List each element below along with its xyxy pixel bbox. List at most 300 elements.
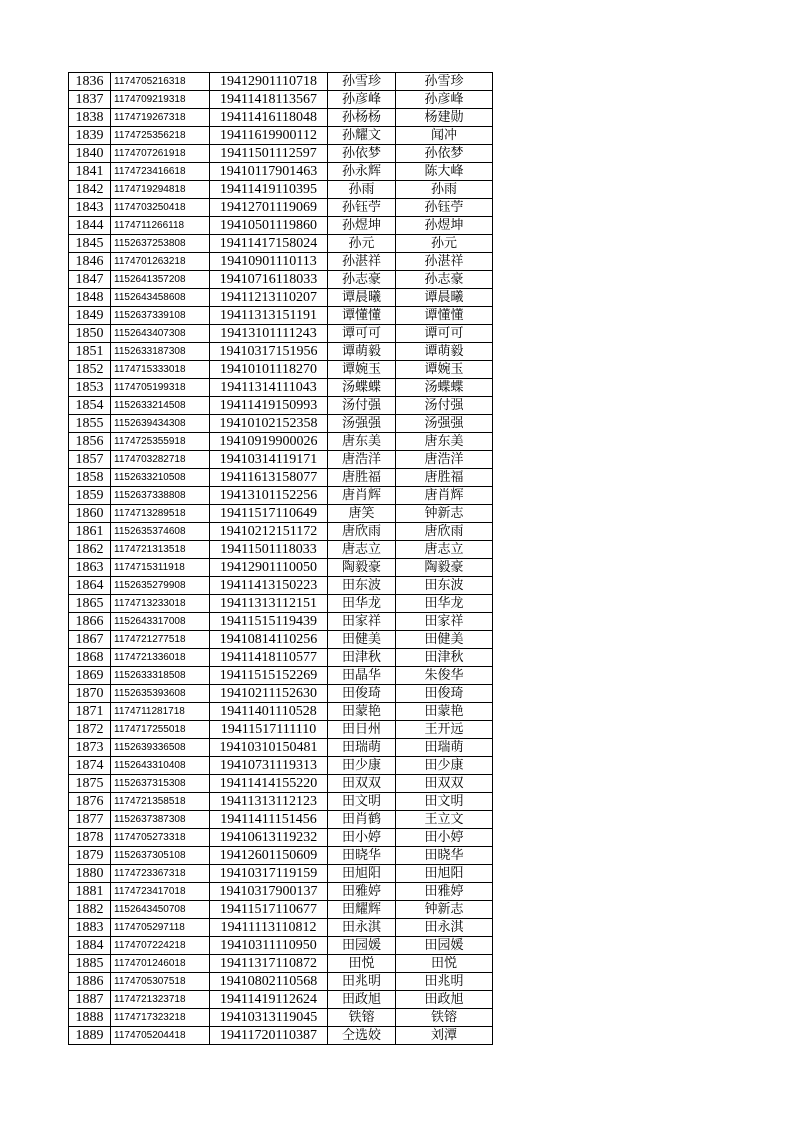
second-name-cell: 刘潭	[396, 1027, 493, 1045]
row-number-cell: 1847	[69, 271, 111, 289]
id-code-cell: 1174723417018	[111, 883, 210, 901]
id-code-cell: 1174715333018	[111, 361, 210, 379]
exam-number-cell: 19411313151191	[210, 307, 328, 325]
id-code-cell: 1152643450708	[111, 901, 210, 919]
row-number-cell: 1880	[69, 865, 111, 883]
exam-number-cell: 19411517110649	[210, 505, 328, 523]
name-cell: 田文明	[328, 793, 396, 811]
name-cell: 唐笑	[328, 505, 396, 523]
id-code-cell: 1152635279908	[111, 577, 210, 595]
second-name-cell: 田雅婷	[396, 883, 493, 901]
exam-number-cell: 19410117901463	[210, 163, 328, 181]
exam-number-cell: 19411113110812	[210, 919, 328, 937]
table-row	[69, 919, 493, 937]
name-cell: 仝选姣	[328, 1027, 396, 1045]
id-code-cell: 1174705199318	[111, 379, 210, 397]
second-name-cell: 唐胜福	[396, 469, 493, 487]
id-code-cell: 1152637387308	[111, 811, 210, 829]
name-cell: 孙煜坤	[328, 217, 396, 235]
row-number-cell: 1844	[69, 217, 111, 235]
name-cell: 田旭阳	[328, 865, 396, 883]
row-number-cell: 1872	[69, 721, 111, 739]
table-row	[69, 361, 493, 379]
second-name-cell: 谭萌毅	[396, 343, 493, 361]
name-cell: 田双双	[328, 775, 396, 793]
id-code-cell: 1174717255018	[111, 721, 210, 739]
second-name-cell: 田兆明	[396, 973, 493, 991]
table-row	[69, 577, 493, 595]
id-code-cell: 1174701263218	[111, 253, 210, 271]
table-row	[69, 595, 493, 613]
row-number-cell: 1886	[69, 973, 111, 991]
table-row	[69, 127, 493, 145]
id-code-cell: 1174705307518	[111, 973, 210, 991]
table-row	[69, 883, 493, 901]
name-cell: 陶毅豪	[328, 559, 396, 577]
row-number-cell: 1874	[69, 757, 111, 775]
table-row	[69, 271, 493, 289]
name-cell: 田俊琦	[328, 685, 396, 703]
table-row	[69, 343, 493, 361]
exam-number-cell: 19410802110568	[210, 973, 328, 991]
id-code-cell: 1174703282718	[111, 451, 210, 469]
name-cell: 铁镕	[328, 1009, 396, 1027]
table-row	[69, 973, 493, 991]
second-name-cell: 孙志豪	[396, 271, 493, 289]
exam-number-cell: 19410814110256	[210, 631, 328, 649]
name-cell: 孙元	[328, 235, 396, 253]
table-row	[69, 325, 493, 343]
id-code-cell: 1152637253808	[111, 235, 210, 253]
second-name-cell: 谭婉玉	[396, 361, 493, 379]
second-name-cell: 孙雨	[396, 181, 493, 199]
row-number-cell: 1845	[69, 235, 111, 253]
second-name-cell: 孙煜坤	[396, 217, 493, 235]
second-name-cell: 朱俊华	[396, 667, 493, 685]
second-name-cell: 陶毅豪	[396, 559, 493, 577]
second-name-cell: 孙雪珍	[396, 73, 493, 91]
name-cell: 田肖鹤	[328, 811, 396, 829]
second-name-cell: 汤付强	[396, 397, 493, 415]
row-number-cell: 1838	[69, 109, 111, 127]
exam-number-cell: 19411411151456	[210, 811, 328, 829]
second-name-cell: 闻冲	[396, 127, 493, 145]
id-code-cell: 1174721323718	[111, 991, 210, 1009]
row-number-cell: 1879	[69, 847, 111, 865]
table-row	[69, 397, 493, 415]
id-code-cell: 1174715311918	[111, 559, 210, 577]
table-row	[69, 739, 493, 757]
name-cell: 田华龙	[328, 595, 396, 613]
name-cell: 唐东美	[328, 433, 396, 451]
name-cell: 田东波	[328, 577, 396, 595]
second-name-cell: 杨建勋	[396, 109, 493, 127]
row-number-cell: 1887	[69, 991, 111, 1009]
exam-number-cell: 19411413150223	[210, 577, 328, 595]
table-row	[69, 451, 493, 469]
exam-number-cell: 19413101111243	[210, 325, 328, 343]
exam-number-cell: 19411515119439	[210, 613, 328, 631]
exam-number-cell: 19411720110387	[210, 1027, 328, 1045]
row-number-cell: 1875	[69, 775, 111, 793]
id-code-cell: 1174721313518	[111, 541, 210, 559]
name-cell: 谭萌毅	[328, 343, 396, 361]
table-row	[69, 613, 493, 631]
second-name-cell: 田双双	[396, 775, 493, 793]
row-number-cell: 1885	[69, 955, 111, 973]
exam-number-cell: 19411517111110	[210, 721, 328, 739]
table-row	[69, 523, 493, 541]
name-cell: 孙钰苧	[328, 199, 396, 217]
name-cell: 孙彦峰	[328, 91, 396, 109]
second-name-cell: 孙彦峰	[396, 91, 493, 109]
exam-number-cell: 19411401110528	[210, 703, 328, 721]
exam-number-cell: 19411517110677	[210, 901, 328, 919]
second-name-cell: 汤蝶蝶	[396, 379, 493, 397]
table-row	[69, 631, 493, 649]
row-number-cell: 1867	[69, 631, 111, 649]
id-code-cell: 1174705297118	[111, 919, 210, 937]
table-row	[69, 541, 493, 559]
exam-number-cell: 19411416118048	[210, 109, 328, 127]
exam-number-cell: 19410731119313	[210, 757, 328, 775]
name-cell: 汤蝶蝶	[328, 379, 396, 397]
row-number-cell: 1853	[69, 379, 111, 397]
table-row	[69, 307, 493, 325]
second-name-cell: 田东波	[396, 577, 493, 595]
exam-number-cell: 19411418113567	[210, 91, 328, 109]
row-number-cell: 1864	[69, 577, 111, 595]
name-cell: 田瑞萌	[328, 739, 396, 757]
name-cell: 唐胜福	[328, 469, 396, 487]
exam-number-cell: 19411619900112	[210, 127, 328, 145]
row-number-cell: 1889	[69, 1027, 111, 1045]
name-cell: 孙雪珍	[328, 73, 396, 91]
name-cell: 田耀辉	[328, 901, 396, 919]
id-code-cell: 1152639434308	[111, 415, 210, 433]
name-cell: 唐肖辉	[328, 487, 396, 505]
id-code-cell: 1174713289518	[111, 505, 210, 523]
table-row	[69, 793, 493, 811]
id-code-cell: 1174711281718	[111, 703, 210, 721]
id-code-cell: 1152633210508	[111, 469, 210, 487]
name-cell: 唐志立	[328, 541, 396, 559]
exam-number-cell: 19411313112123	[210, 793, 328, 811]
row-number-cell: 1873	[69, 739, 111, 757]
id-code-cell: 1174707224218	[111, 937, 210, 955]
table-row	[69, 829, 493, 847]
exam-number-cell: 19412901110050	[210, 559, 328, 577]
row-number-cell: 1865	[69, 595, 111, 613]
name-cell: 汤付强	[328, 397, 396, 415]
second-name-cell: 田永淇	[396, 919, 493, 937]
second-name-cell: 汤强强	[396, 415, 493, 433]
row-number-cell: 1841	[69, 163, 111, 181]
second-name-cell: 唐欣雨	[396, 523, 493, 541]
name-cell: 田政旭	[328, 991, 396, 1009]
table-row	[69, 1027, 493, 1045]
second-name-cell: 孙湛祥	[396, 253, 493, 271]
id-code-cell: 1152633318508	[111, 667, 210, 685]
row-number-cell: 1876	[69, 793, 111, 811]
exam-number-cell: 19411417158024	[210, 235, 328, 253]
table-row	[69, 487, 493, 505]
table-row	[69, 469, 493, 487]
id-code-cell: 1152643317008	[111, 613, 210, 631]
table-row	[69, 721, 493, 739]
exam-number-cell: 19410317151956	[210, 343, 328, 361]
exam-number-cell: 19412601150609	[210, 847, 328, 865]
table-row	[69, 667, 493, 685]
id-code-cell: 1174707261918	[111, 145, 210, 163]
id-code-cell: 1174723367318	[111, 865, 210, 883]
id-code-cell: 1174711266118	[111, 217, 210, 235]
id-code-cell: 1174705204418	[111, 1027, 210, 1045]
row-number-cell: 1857	[69, 451, 111, 469]
exam-number-cell: 19411314111043	[210, 379, 328, 397]
id-code-cell: 1174701246018	[111, 955, 210, 973]
second-name-cell: 唐肖辉	[396, 487, 493, 505]
id-code-cell: 1152635374608	[111, 523, 210, 541]
exam-number-cell: 19411419112624	[210, 991, 328, 1009]
row-number-cell: 1843	[69, 199, 111, 217]
roster-table-body	[69, 73, 493, 1045]
exam-number-cell: 19410311110950	[210, 937, 328, 955]
name-cell: 田津秋	[328, 649, 396, 667]
id-code-cell: 1152637315308	[111, 775, 210, 793]
second-name-cell: 田蒙艳	[396, 703, 493, 721]
exam-number-cell: 19412701119069	[210, 199, 328, 217]
row-number-cell: 1837	[69, 91, 111, 109]
exam-number-cell: 19410314119171	[210, 451, 328, 469]
table-row	[69, 775, 493, 793]
id-code-cell: 1152637339108	[111, 307, 210, 325]
row-number-cell: 1861	[69, 523, 111, 541]
table-row	[69, 901, 493, 919]
row-number-cell: 1863	[69, 559, 111, 577]
row-number-cell: 1878	[69, 829, 111, 847]
row-number-cell: 1840	[69, 145, 111, 163]
table-row	[69, 649, 493, 667]
second-name-cell: 谭晨曦	[396, 289, 493, 307]
row-number-cell: 1860	[69, 505, 111, 523]
row-number-cell: 1850	[69, 325, 111, 343]
id-code-cell: 1152641357208	[111, 271, 210, 289]
row-number-cell: 1870	[69, 685, 111, 703]
second-name-cell: 田晓华	[396, 847, 493, 865]
table-row	[69, 199, 493, 217]
id-code-cell: 1152637338808	[111, 487, 210, 505]
table-row	[69, 253, 493, 271]
row-number-cell: 1856	[69, 433, 111, 451]
row-number-cell: 1882	[69, 901, 111, 919]
second-name-cell: 唐东美	[396, 433, 493, 451]
name-cell: 田兆明	[328, 973, 396, 991]
id-code-cell: 1152637305108	[111, 847, 210, 865]
id-code-cell: 1174725356218	[111, 127, 210, 145]
name-cell: 田悦	[328, 955, 396, 973]
name-cell: 田健美	[328, 631, 396, 649]
row-number-cell: 1862	[69, 541, 111, 559]
id-code-cell: 1152643407308	[111, 325, 210, 343]
second-name-cell: 孙元	[396, 235, 493, 253]
name-cell: 孙杨杨	[328, 109, 396, 127]
table-row	[69, 847, 493, 865]
row-number-cell: 1868	[69, 649, 111, 667]
second-name-cell: 谭可可	[396, 325, 493, 343]
table-row	[69, 1009, 493, 1027]
name-cell: 田家祥	[328, 613, 396, 631]
exam-number-cell: 19411317110872	[210, 955, 328, 973]
id-code-cell: 1174709219318	[111, 91, 210, 109]
second-name-cell: 田健美	[396, 631, 493, 649]
table-row	[69, 145, 493, 163]
table-row	[69, 379, 493, 397]
exam-number-cell: 19410919900026	[210, 433, 328, 451]
name-cell: 孙耀文	[328, 127, 396, 145]
id-code-cell: 1174723416618	[111, 163, 210, 181]
name-cell: 田园媛	[328, 937, 396, 955]
id-code-cell: 1174705273318	[111, 829, 210, 847]
name-cell: 孙湛祥	[328, 253, 396, 271]
exam-number-cell: 19410310150481	[210, 739, 328, 757]
row-number-cell: 1871	[69, 703, 111, 721]
row-number-cell: 1869	[69, 667, 111, 685]
name-cell: 田永淇	[328, 919, 396, 937]
id-code-cell: 1174721358518	[111, 793, 210, 811]
roster-table	[68, 72, 493, 1045]
name-cell: 田少康	[328, 757, 396, 775]
table-row	[69, 163, 493, 181]
name-cell: 谭可可	[328, 325, 396, 343]
table-row	[69, 937, 493, 955]
table-row	[69, 559, 493, 577]
id-code-cell: 1174717323218	[111, 1009, 210, 1027]
second-name-cell: 王立文	[396, 811, 493, 829]
id-code-cell: 1174705216318	[111, 73, 210, 91]
name-cell: 谭晨曦	[328, 289, 396, 307]
id-code-cell: 1152643310408	[111, 757, 210, 775]
second-name-cell: 谭懂懂	[396, 307, 493, 325]
exam-number-cell: 19411313112151	[210, 595, 328, 613]
second-name-cell: 田文明	[396, 793, 493, 811]
exam-number-cell: 19411213110207	[210, 289, 328, 307]
row-number-cell: 1881	[69, 883, 111, 901]
second-name-cell: 田瑞萌	[396, 739, 493, 757]
table-row	[69, 289, 493, 307]
second-name-cell: 王开远	[396, 721, 493, 739]
row-number-cell: 1866	[69, 613, 111, 631]
second-name-cell: 钟新志	[396, 505, 493, 523]
name-cell: 孙志豪	[328, 271, 396, 289]
exam-number-cell: 19411418110577	[210, 649, 328, 667]
row-number-cell: 1851	[69, 343, 111, 361]
exam-number-cell: 19410212151172	[210, 523, 328, 541]
second-name-cell: 田政旭	[396, 991, 493, 1009]
table-row	[69, 991, 493, 1009]
table-row	[69, 217, 493, 235]
row-number-cell: 1852	[69, 361, 111, 379]
id-code-cell: 1174713233018	[111, 595, 210, 613]
id-code-cell: 1174721277518	[111, 631, 210, 649]
name-cell: 孙依梦	[328, 145, 396, 163]
table-row	[69, 505, 493, 523]
exam-number-cell: 19410613119232	[210, 829, 328, 847]
id-code-cell: 1152643458608	[111, 289, 210, 307]
row-number-cell: 1877	[69, 811, 111, 829]
name-cell: 田日州	[328, 721, 396, 739]
name-cell: 田晶华	[328, 667, 396, 685]
exam-number-cell: 19410211152630	[210, 685, 328, 703]
second-name-cell: 田园媛	[396, 937, 493, 955]
second-name-cell: 唐志立	[396, 541, 493, 559]
id-code-cell: 1174721336018	[111, 649, 210, 667]
second-name-cell: 钟新志	[396, 901, 493, 919]
second-name-cell: 陈大峰	[396, 163, 493, 181]
table-row	[69, 109, 493, 127]
table-row	[69, 685, 493, 703]
second-name-cell: 田少康	[396, 757, 493, 775]
exam-number-cell: 19412901110718	[210, 73, 328, 91]
row-number-cell: 1855	[69, 415, 111, 433]
name-cell: 田蒙艳	[328, 703, 396, 721]
row-number-cell: 1836	[69, 73, 111, 91]
name-cell: 唐浩洋	[328, 451, 396, 469]
name-cell: 谭婉玉	[328, 361, 396, 379]
exam-number-cell: 19410317119159	[210, 865, 328, 883]
second-name-cell: 田家祥	[396, 613, 493, 631]
exam-number-cell: 19411414155220	[210, 775, 328, 793]
row-number-cell: 1848	[69, 289, 111, 307]
table-row	[69, 811, 493, 829]
exam-number-cell: 19411515152269	[210, 667, 328, 685]
id-code-cell: 1152635393608	[111, 685, 210, 703]
second-name-cell: 孙依梦	[396, 145, 493, 163]
row-number-cell: 1854	[69, 397, 111, 415]
second-name-cell: 田旭阳	[396, 865, 493, 883]
name-cell: 田晓华	[328, 847, 396, 865]
table-row	[69, 703, 493, 721]
exam-number-cell: 19411501118033	[210, 541, 328, 559]
exam-number-cell: 19410501119860	[210, 217, 328, 235]
row-number-cell: 1849	[69, 307, 111, 325]
exam-number-cell: 19411419110395	[210, 181, 328, 199]
row-number-cell: 1839	[69, 127, 111, 145]
row-number-cell: 1842	[69, 181, 111, 199]
row-number-cell: 1888	[69, 1009, 111, 1027]
table-row	[69, 757, 493, 775]
row-number-cell: 1884	[69, 937, 111, 955]
exam-number-cell: 19411501112597	[210, 145, 328, 163]
second-name-cell: 田悦	[396, 955, 493, 973]
exam-number-cell: 19413101152256	[210, 487, 328, 505]
name-cell: 孙永辉	[328, 163, 396, 181]
id-code-cell: 1174719267318	[111, 109, 210, 127]
name-cell: 谭懂懂	[328, 307, 396, 325]
exam-number-cell: 19411419150993	[210, 397, 328, 415]
name-cell: 孙雨	[328, 181, 396, 199]
exam-number-cell: 19411613158077	[210, 469, 328, 487]
exam-number-cell: 19410313119045	[210, 1009, 328, 1027]
second-name-cell: 田津秋	[396, 649, 493, 667]
table-row	[69, 181, 493, 199]
row-number-cell: 1846	[69, 253, 111, 271]
table-row	[69, 865, 493, 883]
name-cell: 汤强强	[328, 415, 396, 433]
row-number-cell: 1883	[69, 919, 111, 937]
table-row	[69, 955, 493, 973]
exam-number-cell: 19410716118033	[210, 271, 328, 289]
